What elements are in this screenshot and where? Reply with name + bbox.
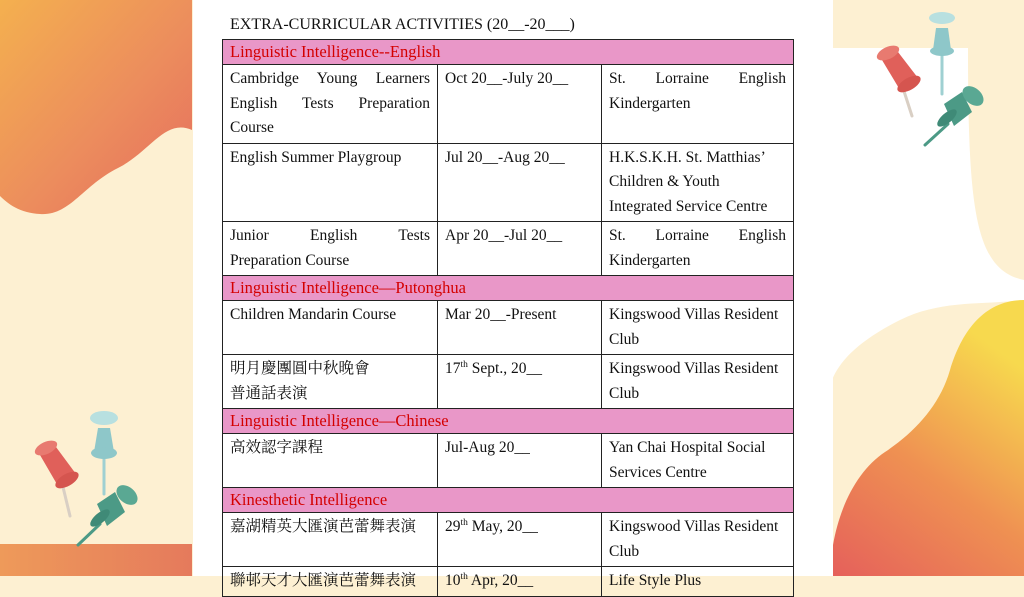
section-header: [223, 488, 794, 513]
date-cell: [438, 513, 602, 567]
date-rest: May, 20__: [467, 518, 538, 535]
date-cell: Jul 20__-Aug 20__: [438, 143, 602, 222]
activity-cell: 明月慶團圓中秋晚會普通話表演: [223, 355, 438, 409]
date-cell: Jul-Aug 20__: [438, 434, 602, 488]
activity-cell: English Summer Playgroup: [223, 143, 438, 222]
push-pin-blue-icon: [90, 411, 118, 494]
table-row: [223, 434, 794, 488]
date-rest: Apr, 20__: [467, 572, 534, 589]
section-heading: Linguistic Intelligence--English: [223, 40, 794, 65]
date-cell: Apr 20__-Jul 20__: [438, 222, 602, 276]
date-day: 10: [445, 572, 461, 589]
date-day: 17: [445, 360, 461, 377]
activity-cell: 聯邨天才大匯演芭蕾舞表演: [223, 567, 438, 597]
activity-cell: Junior English Tests Preparation Course: [223, 222, 438, 276]
date-ordinal: th: [460, 359, 468, 370]
section-header: [223, 40, 794, 65]
venue-cell: Life Style Plus: [602, 567, 794, 597]
table-row: [223, 301, 794, 355]
activity-cell: 高效認字課程: [223, 434, 438, 488]
date-cell: Oct 20__-July 20__: [438, 65, 602, 144]
date-ordinal: th: [460, 571, 468, 582]
venue-cell: Kingswood Villas Resident Club: [602, 513, 794, 567]
date-rest: Sept., 20__: [467, 360, 542, 377]
table-row: [223, 513, 794, 567]
table-row: [223, 65, 794, 144]
venue-cell: Yan Chai Hospital Social Services Centre: [602, 434, 794, 488]
venue-cell: St. Lorraine English Kindergarten: [602, 65, 794, 144]
push-pin-green-icon: [78, 481, 141, 545]
table-row: [223, 222, 794, 276]
section-heading: Linguistic Intelligence—Putonghua: [223, 276, 794, 301]
section-heading: Linguistic Intelligence—Chinese: [223, 409, 794, 434]
section-header: [223, 409, 794, 434]
venue-cell: St. Lorraine English Kindergarten: [602, 222, 794, 276]
orange-blob-top-left: [0, 0, 192, 214]
venue-cell: Kingswood Villas Resident Club: [602, 301, 794, 355]
table-row: [223, 567, 794, 597]
activities-table: [222, 39, 794, 597]
date-day: 29: [445, 518, 461, 535]
document-title: EXTRA-CURRICULAR ACTIVITIES (20__-20___): [230, 16, 575, 33]
venue-cell: Kingswood Villas Resident Club: [602, 355, 794, 409]
date-ordinal: th: [460, 517, 468, 528]
activity-cell: 嘉湖精英大匯演芭蕾舞表演: [223, 513, 438, 567]
date-cell: [438, 355, 602, 409]
section-heading: Kinesthetic Intelligence: [223, 488, 794, 513]
activity-cell: Cambridge Young Learners English Tests Preparation Course: [223, 65, 438, 144]
date-cell: Mar 20__-Present: [438, 301, 602, 355]
section-header: [223, 276, 794, 301]
table-row: [223, 143, 794, 222]
date-cell: [438, 567, 602, 597]
activity-cell: Children Mandarin Course: [223, 301, 438, 355]
table-row: [223, 355, 794, 409]
orange-band-bottom-left: [0, 544, 192, 576]
venue-cell: H.K.S.K.H. St. Matthias’ Children & Youth Integrated Service Centre: [602, 143, 794, 222]
push-pin-red-icon: [33, 437, 82, 516]
